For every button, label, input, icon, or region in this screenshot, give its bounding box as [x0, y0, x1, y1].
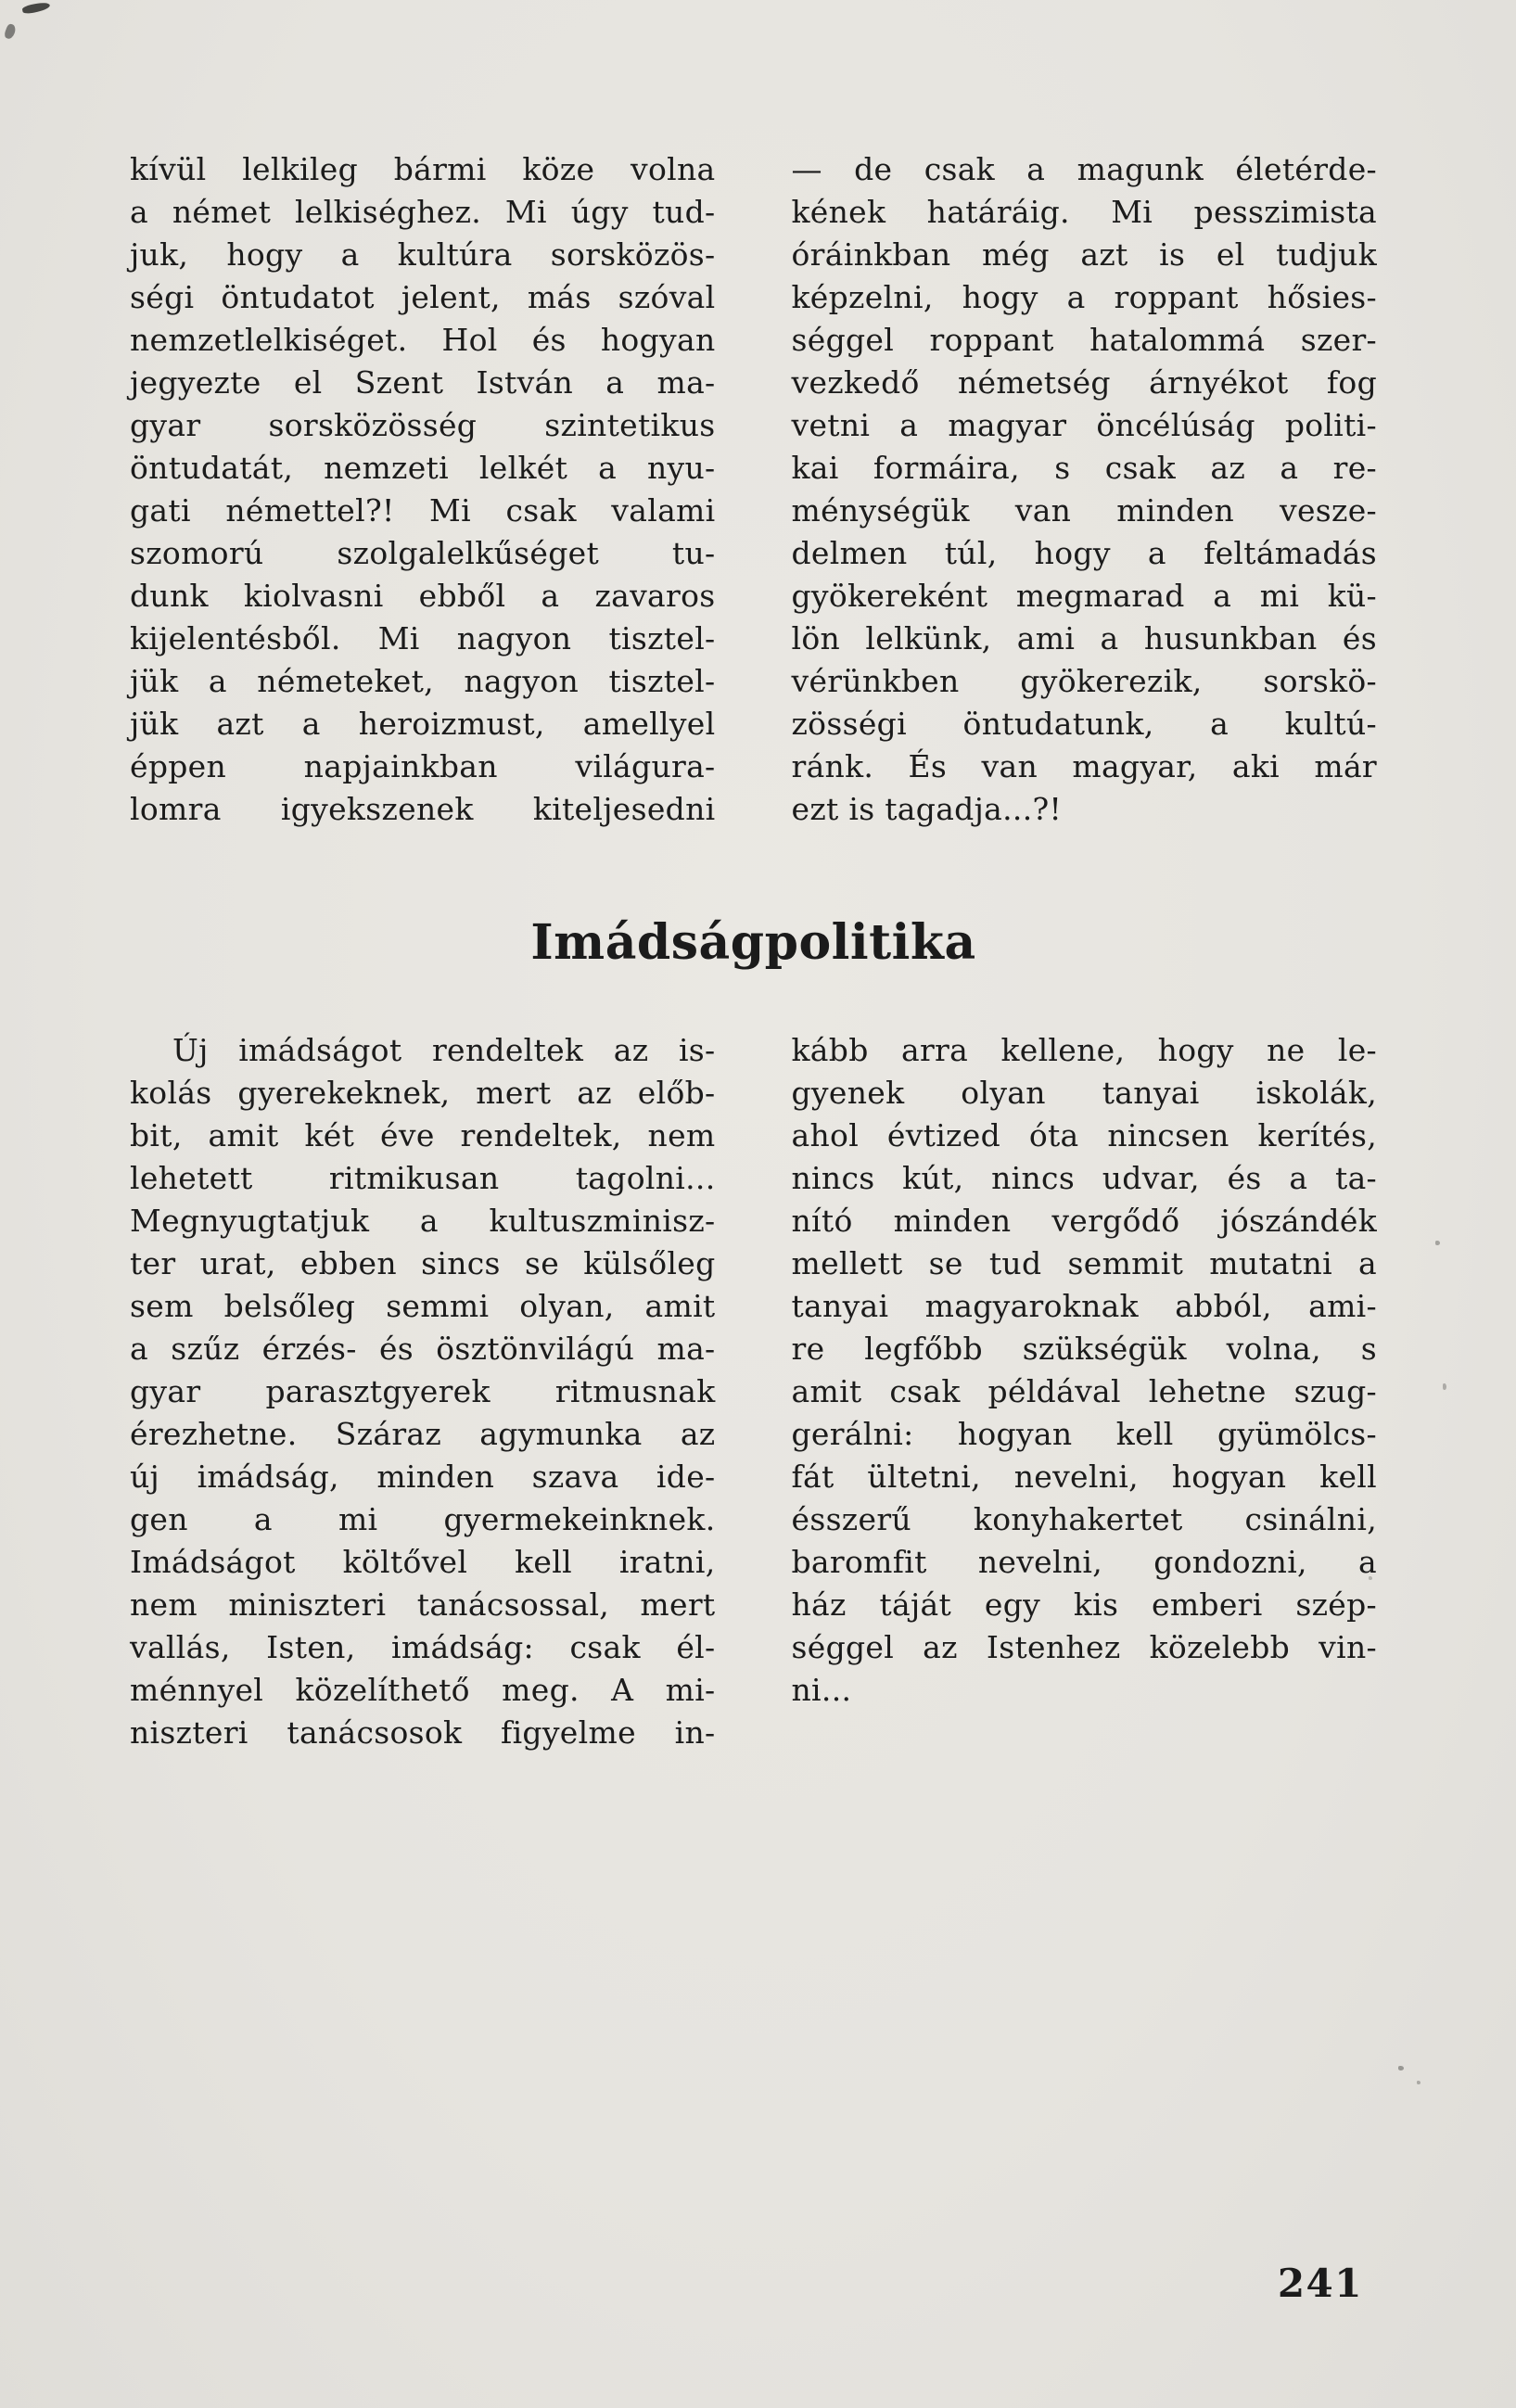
bottom-left-column	[130, 1029, 716, 1754]
text-line: Imádságot költővel kell iratni,	[130, 1544, 716, 1580]
text-line: kívül lelkileg bármi köze volna	[130, 151, 716, 187]
text-line: óráinkban még azt is el tudjuk	[791, 236, 1377, 273]
text-line: Új imádságot rendeltek az is-	[172, 1032, 716, 1068]
text-line: jük azt a heroizmust, amellyel	[130, 706, 716, 742]
text-line: öntudatát, nemzeti lelkét a nyu-	[130, 450, 716, 486]
top-text-section	[130, 148, 1377, 831]
text-line: a szűz érzés- és ösztönvilágú ma-	[130, 1331, 716, 1367]
text-line: ménységük van minden vesze-	[791, 492, 1377, 529]
text-line: ránk. És van magyar, aki már	[791, 748, 1377, 784]
text-line: gen a mi gyermekeinknek.	[130, 1501, 716, 1537]
text-line: a német lelkiséghez. Mi úgy tud-	[130, 194, 716, 230]
text-line: gerálni: hogyan kell gyümölcs-	[791, 1416, 1377, 1452]
text-line: új imádság, minden szava ide-	[130, 1459, 716, 1495]
text-line: gyar parasztgyerek ritmusnak	[130, 1373, 716, 1409]
text-line: gyar sorsközösség szintetikus	[130, 407, 716, 443]
scan-artifact	[1417, 2081, 1420, 2084]
text-line: kább arra kellene, hogy ne le-	[791, 1032, 1377, 1068]
scan-artifact	[21, 1, 50, 15]
text-line: jegyezte el Szent István a ma-	[130, 364, 716, 401]
top-left-column	[130, 148, 716, 831]
text-line: szomorú szolgalelkűséget tu-	[130, 535, 716, 571]
scan-artifact	[1435, 1241, 1440, 1245]
text-line: gati némettel?! Mi csak valami	[130, 492, 716, 529]
bottom-right-column	[792, 1029, 1378, 1754]
text-line: nem miniszteri tanácsossal, mert	[130, 1586, 716, 1623]
text-line: ésszerű konyhakertet csinálni,	[791, 1501, 1377, 1537]
text-line: nincs kút, nincs udvar, és a ta-	[791, 1160, 1377, 1196]
text-line: vérünkben gyökerezik, sorskö-	[791, 663, 1377, 699]
text-line: lön lelkünk, ami a husunkban és	[791, 620, 1377, 656]
text-line: gyenek olyan tanyai iskolák,	[791, 1075, 1377, 1111]
text-line: fát ültetni, nevelni, hogyan kell	[791, 1459, 1377, 1495]
text-line: séggel roppant hatalommá szer-	[791, 322, 1377, 358]
text-line: kének határáig. Mi pesszimista	[791, 194, 1377, 230]
text-line: ház táját egy kis emberi szép-	[791, 1586, 1377, 1623]
text-line: kolás gyerekeknek, mert az előb-	[130, 1075, 716, 1111]
text-line: ahol évtized óta nincsen kerítés,	[791, 1117, 1377, 1153]
text-line: lomra igyekszenek kiteljesedni	[130, 791, 716, 827]
text-line: dunk kiolvasni ebből a zavaros	[130, 578, 716, 614]
text-line: ménnyel közelíthető meg. A mi-	[130, 1672, 716, 1708]
text-line: ezt is tagadja...?!	[791, 791, 1063, 827]
text-line: zösségi öntudatunk, a kultú-	[791, 706, 1377, 742]
text-line: lehetett ritmikusan tagolni...	[130, 1160, 716, 1196]
text-line: nító minden vergődő jószándék	[791, 1203, 1377, 1239]
text-line: nemzetlelkiséget. Hol és hogyan	[130, 322, 716, 358]
text-line: bit, amit két éve rendeltek, nem	[130, 1117, 716, 1153]
text-line: kai formáira, s csak az a re-	[791, 450, 1377, 486]
text-line: tanyai magyaroknak abból, ami-	[791, 1288, 1377, 1324]
text-line: vezkedő németség árnyékot fog	[791, 364, 1377, 401]
text-line: kijelentésből. Mi nagyon tisztel-	[130, 620, 716, 656]
text-line: gyökereként megmarad a mi kü-	[791, 578, 1377, 614]
text-line: vetni a magyar öncélúság politi-	[791, 407, 1377, 443]
text-line: séggel az Istenhez közelebb vin-	[791, 1629, 1377, 1665]
text-line: — de csak a magunk életérde-	[791, 151, 1377, 187]
section-heading: Imádságpolitika	[530, 914, 976, 971]
text-line: éppen napjainkban világura-	[130, 748, 716, 784]
text-line: delmen túl, hogy a feltámadás	[791, 535, 1377, 571]
text-line: re legfőbb szükségük volna, s	[791, 1331, 1377, 1367]
scan-artifact	[1369, 1576, 1372, 1580]
text-line: amit csak példával lehetne szug-	[791, 1373, 1377, 1409]
scan-artifact	[1443, 1383, 1446, 1390]
text-line: vallás, Isten, imádság: csak él-	[130, 1629, 716, 1665]
text-line: ni...	[791, 1672, 852, 1708]
scan-artifact	[4, 23, 18, 40]
text-line: érezhetne. Száraz agymunka az	[130, 1416, 716, 1452]
text-line: képzelni, hogy a roppant hősies-	[791, 279, 1377, 315]
text-line: ségi öntudatot jelent, más szóval	[130, 279, 716, 315]
text-line: mellett se tud semmit mutatni a	[791, 1245, 1377, 1281]
text-line: sem belsőleg semmi olyan, amit	[130, 1288, 716, 1324]
top-right-column	[792, 148, 1378, 831]
text-line: ter urat, ebben sincs se külsőleg	[130, 1245, 716, 1281]
text-line: niszteri tanácsosok figyelme in-	[130, 1714, 716, 1751]
bottom-text-section	[130, 1029, 1377, 1754]
page-number: 241	[1277, 2261, 1363, 2306]
text-line: jük a németeket, nagyon tisztel-	[130, 663, 716, 699]
scan-artifact	[1398, 2066, 1404, 2070]
text-line: baromfit nevelni, gondozni, a	[791, 1544, 1377, 1580]
text-line: Megnyugtatjuk a kultuszminisz-	[130, 1203, 716, 1239]
text-line: juk, hogy a kultúra sorsközös-	[130, 236, 716, 273]
